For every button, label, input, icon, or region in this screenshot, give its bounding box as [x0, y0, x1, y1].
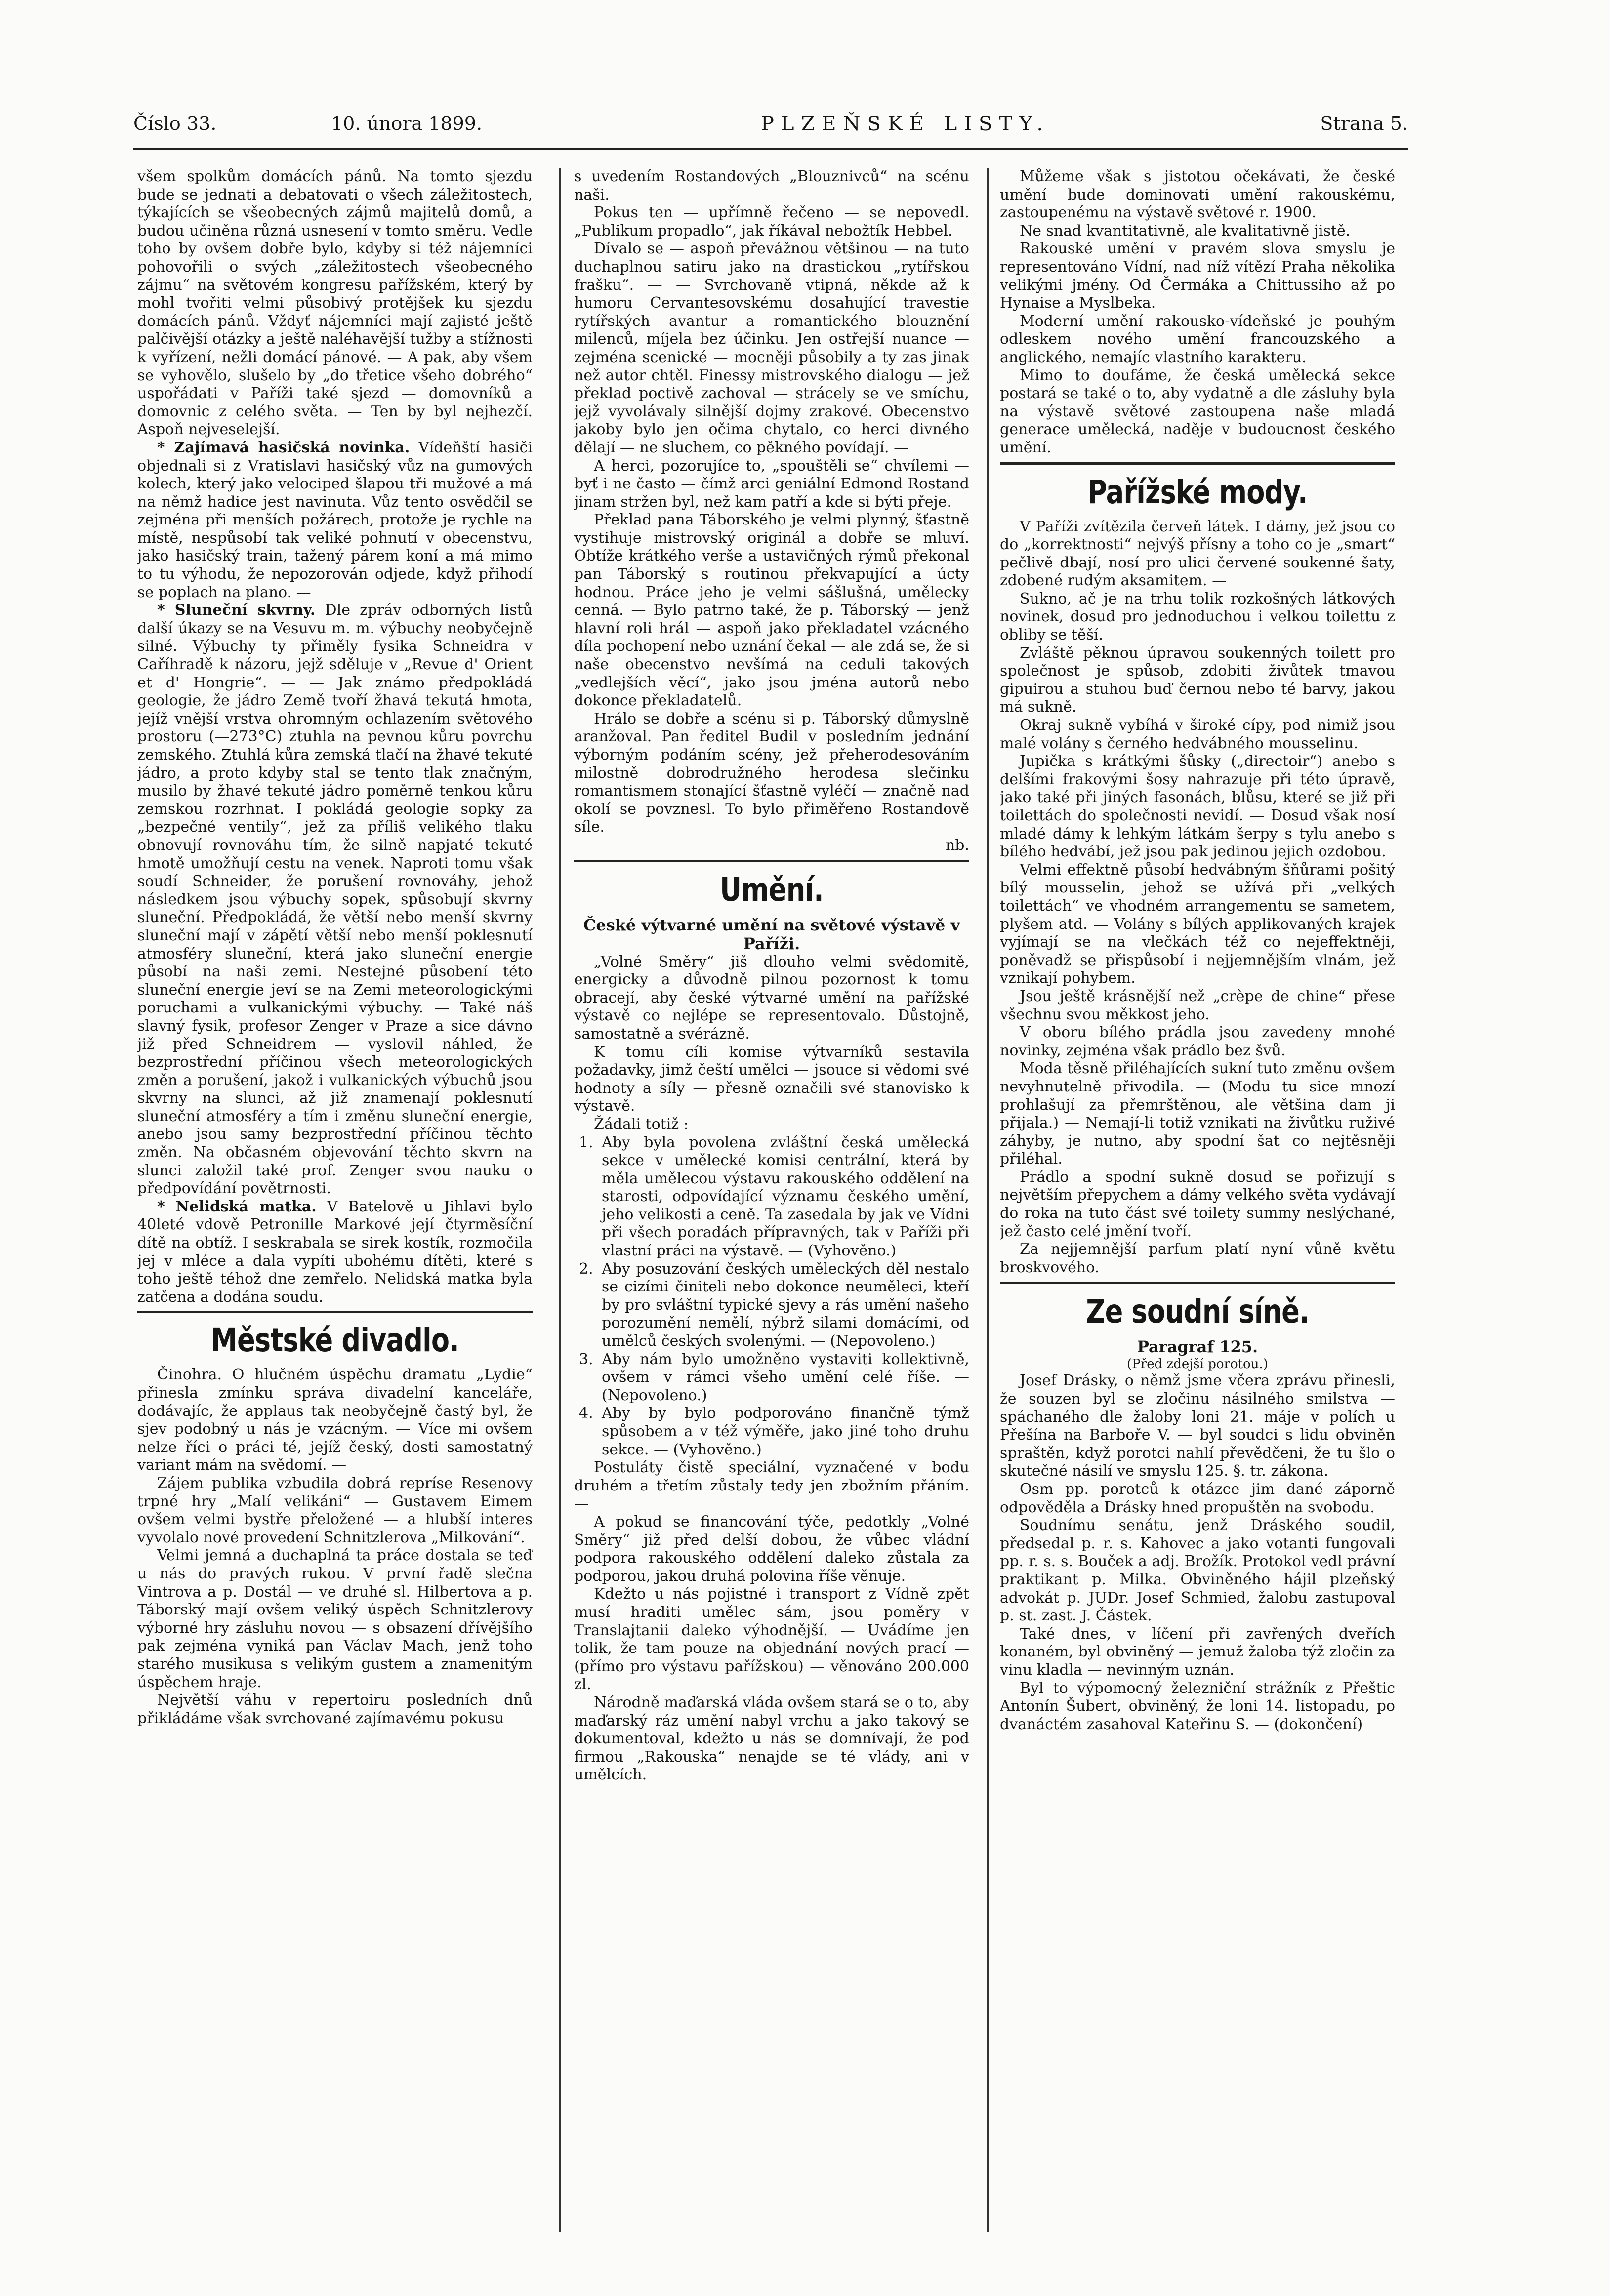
continued-paragraph: všem spolkům domácích pánů. Na tomto sjezdu bude se jednati a debatovati o všech záležitostech, týkajících se všeobecných zájmů majitelů domů, a budou učiněna různá usnesení v tomto směru. Vedle toho by ovšem dobře bylo, kdyby si též nájemníci pohovořili o svých „záležitostech všeobecného zájmu“ na světovém kongresu pařížském, který by mohl tvořiti velmi působivý protějšek ku sjezdu domácích pánů. Vždyť nájemníci mají zajisté ještě palčivější otázky a ještě naléhavější tužby a stížnosti k vyřízení, nežli domácí pánové. — A pak, aby všem se vyhovělo, slušelo by „do třetice všeho dobrého“ uspořádati v Paříži také sjezd — domovníků a domovnic z celého světa. — Ten by byl nejhezčí. Aspoň nejveselejší.: [137, 168, 533, 439]
list-number: 2.: [579, 1260, 593, 1278]
issue-date: 10. února 1899.: [331, 113, 483, 134]
article-paragraph: Josef Drásky, o němž jsme včera zprávu přinesli, že souzen byl se zločinu násilného smilstva — spáchaného dle žaloby loni 21. máje v polích u Přešína na Barboře V. — byl soudci s lidu obviněn spraštěn, když porotci nahlí převědčeni, že tu šlo o skutečné násilí ve smyslu 125. §. tr. zákona.: [1000, 1372, 1395, 1480]
list-item: [574, 1260, 969, 1351]
list-number: 1.: [579, 1133, 593, 1151]
article-subheading: České výtvarné umění na světové výstavě v Paříži.: [583, 915, 960, 953]
author-signature: nb.: [945, 836, 969, 854]
article-paragraph: Národně maďarská vláda ovšem stará se o to, aby maďarský ráz umění nabyl vrchu a jako takový se dokumentoval, kdežto u nás se domnívají, že pod firmou „Rakouska“ nenajde se té vlády, ani v umělcích.: [574, 1693, 969, 1784]
article-paragraph: Osm pp. porotců k otázce jim dané záporně odpověděla a Drásky hned propuštěn na svobodu.: [1000, 1481, 1395, 1516]
news-item: [137, 602, 533, 1198]
article-paragraph: Můžeme však s jistotou očekávati, že české umění bude dominovati umění rakouskému, zastoupenému na výstavě světové r. 1900.: [1000, 168, 1395, 222]
article-paragraph: Velmi effektně působí hedvábným šňůrami pošitý bílý mousselin, jehož se užívá při „velkých toilettách“ ve vhodném arrangementu se sametem, plyšem atd. — Volány s bílých applikovaných krajek vyjímají se na vlečkách též co nejeffektněji, poněvadž se přispůsobí i nejjemnějším vlnám, jež vznikají pohybem.: [1000, 861, 1395, 987]
article-paragraph: A herci, pozorujíce to, „spouštěli se“ chvílemi — byť i ne často — čímž arci geniální Edmond Rostand jinam stržen byl, než kam patří a kde si býti přeje.: [574, 457, 969, 511]
section-heading-court: Ze soudní síně.: [1086, 1292, 1309, 1331]
article-paragraph: Za nejjemnější parfum platí nyní vůně květu broskvového.: [1000, 1241, 1395, 1276]
article-subheading: Paragraf 125.: [1137, 1337, 1258, 1357]
list-item: [574, 1351, 969, 1405]
article-paragraph: Rakouské umění v pravém slova smyslu je representováno Vídní, nad níž vítězí Praha několika velikými jmény. Od Čermáka a Chittussiho až po Hynaise a Myslbeka.: [1000, 240, 1395, 312]
article-paragraph: Pokus ten — upřímně řečeno — se nepovedl. „Publikum propadlo“, jak říkával nebožtík Hebbel.: [574, 204, 969, 240]
article-paragraph: Zvláště pěknou úpravou soukenných toilett pro společnost je spůsob, zdobiti živůtek tmavou gipuirou a stuhou buď černou nebo té barvy, jakou má sukně.: [1000, 644, 1395, 716]
article-paragraph: Soudnímu senátu, jenž Dráského soudil, předsedal p. r. s. Kahovec a jako votanti fungovali pp. r. s. s. Bouček a adj. Brožík. Protokol vedl právní praktikant p. Milka. Obviněného hájil plzeňský advokát p. JUDr. Josef Schmied, žalobu zastupoval p. st. zast. J. Částek.: [1000, 1517, 1395, 1625]
article-paragraph: Zájem publika vzbudila dobrá repríse Resenovy trpné hry „Malí velikáni“ — Gustavem Eimem ovšem velmi bystře přeložené — a hlubší interes vyvolalo nové provedení Schnitzlerova „Milkování“.: [137, 1474, 533, 1546]
column-divider: [559, 168, 561, 2232]
section-rule: [574, 860, 969, 862]
list-text: Aby posuzování českých uměleckých děl nestalo se cizími činiteli nebo dokonce neuměleci, kteří by pro svláštní typické sjevy a rás umění našeho porozumění nemělí, nýbrž silami domácími, od umělců českých svolenými. — (Nepovoleno.): [602, 1260, 969, 1350]
section-heading-art: Umění.: [720, 870, 824, 909]
news-item: [137, 439, 533, 602]
article-subheading-note: (Před zdejší porotou.): [1127, 1357, 1268, 1372]
article-paragraph: Největší váhu v repertoiru posledních dnů přikládáme však svrchované zajímavému pokusu: [137, 1692, 533, 1727]
section-heading-fashion: Pařížské mody.: [1087, 473, 1308, 511]
list-text: Aby by bylo podporováno finančně týmž spůsobem a v též výměře, jako jiné toho druhu sekce. — (Vyhověno.): [602, 1405, 969, 1458]
news-item: [137, 1198, 533, 1307]
list-text: Aby nám bylo umožněno vystaviti kollektivně, ovšem v rámci všeho umění celé říše. — (Nepovoleno.): [602, 1350, 969, 1404]
article-paragraph: Také dnes, v líčení při zavřených dveřích konaném, byl obviněný — jemuž žaloba týž zločin za vinu kladla — nevinným uznán.: [1000, 1625, 1395, 1679]
article-paragraph: Jsou ještě krásnější než „crèpe de chine“ přese všechnu svou měkkost jeho.: [1000, 987, 1395, 1023]
news-item-text: V Batelově u Jihlavi bylo 40leté vdově Petronille Markové její čtyrměsíční dítě na obtíž. I seskrabala se sirek kostík, rozmočila jej v mléce a dala vypíti ubohému dítěti, které s toho ještě téhož dne zemřelo. Nelidská matka byla zatčena a dodána soudu.: [137, 1198, 533, 1306]
column-1: [137, 168, 533, 2232]
news-item-title: * Zajímavá hasičská novinka.: [157, 439, 410, 456]
article-paragraph: Mimo to doufáme, že česká umělecká sekce postará se také o to, aby vydatně a dle zásluhy byla na výstavě světové zastoupena naše mladá generace umělecká, naděje v budoucnost českého umění.: [1000, 366, 1395, 456]
news-item-text: Dle zpráv odborných listů další úkazy se na Vesuvu m. m. výbuchy neobyčejně silné. Výbuchy ty přiměly fysika Schneidra v Caříhradě k názoru, jejž sděluje v „Revue d' Orient et d' Hongrie“. — — Jak známo předpokládá geologie, že jádro Země tvoří žhavá tekutá hmota, jejíž vnější vrstva ohromným ochlazením světového prostoru (—273°C) ztuhla na pevnou kůru povrchu zemského. Ztuhlá kůra zemská tlačí na žhavé tekuté jádro, a proto kdyby stal se tento tlak značným, musilo by žhavé tekuté jádro poměrně tenkou kůru zemskou rozrhnat. I pokládá geologie sopky za „bezpečné ventily“, jež za příliš velikého tlaku obnovují rovnováhu tím, že silně napjaté tekuté hmotě umožňují cestu na venek. Naproti tomu však soudí Schneider, že porušení rovnováhy, jehož následkem jsou výbuchy sopek, spůsobují skvrny sluneční. Předpokládá, že větší nebo menší skvrny sluneční mají v zápětí větší nebo menší poklesnutí atmosféry sluneční, která jako sluneční energie působí na naši zemi. Nestejné působení této sluneční energie jeví se na Zemi meteorologickými poruchami a vulkanickými výbuchy. — Také náš slavný fysik, profesor Zenger v Praze a sice dávno již před Schneidrem — vyslovil náhled, že bezprostřední příčinou všech meteorologických změn a porušení, jakož i vulkanických výbuchů jsou skvrny na slunci, až již znamenají poklesnutí sluneční atmosféry a tím i změnu sluneční energie, anebo jsou samy bezprostřední příčinou těchto změn. Na občasném objevování těchto skvrn na slunci založil také prof. Zenger svou nauku o předpovídání povětrnosti.: [137, 602, 533, 1198]
list-text: Aby byla povolena zvláštní česká umělecká sekce v umělecké komisi centrální, která by měla umělecou výstavu rakouského oddělení na starosti, odpovídající významu českého umění, jeho velikosti a ceně. Ta zasedala by jak ve Vídni při všech poradách přípravných, tak v Paříži při vlastní práci na výstavě. — (Vyhověno.): [602, 1133, 969, 1260]
news-item-title: * Sluneční skvrny.: [157, 602, 316, 619]
article-paragraph: A pokud se financování týče, pedotkly „Volné Směry“ již před delší dobou, že vůbec vládní podpora rakouského oddělení daleko zůstala za podporou, jakou druhá polovina říše věnuje.: [574, 1513, 969, 1585]
list-item: [574, 1134, 969, 1260]
article-paragraph: „Volné Směry“ jiš dlouho velmi svědomitě, energicky a důvodně pilnou pozornost k tomu obracejí, aby české výtvarné umění na pařížské výstavě co nejlépe se representovalo. Důstojně, samostatně a svérázně.: [574, 953, 969, 1043]
article-paragraph: Okraj sukně vybíhá v široké cípy, pod nimiž jsou malé volány s černého hedvábného mousselinu.: [1000, 717, 1395, 752]
column-divider: [987, 168, 989, 2232]
section-heading-theatre: Městské divadlo.: [211, 1321, 459, 1360]
news-item-title: * Nelidská matka.: [157, 1198, 317, 1215]
header-rule: [133, 148, 1408, 150]
article-paragraph: Činohra. O hlučném úspěchu dramatu „Lydie“ přinesla zmínku správa divadelní kanceláře, dodávajíc, že applaus tak neobyčejně častý byl, že sjev podobný u nás je vzácným. — Více mi ovšem nelze říci o práci té, jejíž český, dosti samostatný variant mám na svědomí. —: [137, 1366, 533, 1474]
column-2: [574, 168, 969, 2232]
article-paragraph: Kdežto u nás pojistné i transport z Vídně zpět musí hraditi umělec sám, jsou poměry v Translajtanii daleko výhodnější. — Uvádíme jen tolik, že tam pouze na objednání nových prací — (přímo pro výstavu pařížskou) — věnováno 200.000 zl.: [574, 1585, 969, 1693]
column-3: [1000, 168, 1395, 2232]
section-rule: [1000, 462, 1395, 465]
article-paragraph: Dívalo se — aspoň převážnou většinou — na tuto duchaplnou satiru jako na drastickou „rytířskou frašku“. — — Svrchovaně vtipná, někde až k humoru Cervantesovskému dosahující travestie rytířských avantur a romantického blouznění milenců, míjela bez účinku. Jen ostřejší nuance — zejména scenické — mocněji působily a ty zas jinak než autor chtěl. Finessy mistrovského dialogu — jež překlad poctivě zachoval — strácely se ve smíchu, jejž vyvolávaly silnější dojmy zrakové. Obecenstvo jakoby bylo jen očima chytalo, co herci divného dělají — ne sluchem, co pěkného povídají. —: [574, 240, 969, 456]
list-number: 3.: [579, 1350, 593, 1368]
article-paragraph: Postuláty čistě speciální, vyznačené v bodu druhém a třetím zůstaly tedy jen zbožním přáním. —: [574, 1459, 969, 1513]
article-paragraph: Ne snad kvantitativně, ale kvalitativně jistě.: [1020, 222, 1351, 240]
article-paragraph: Jupička s krátkými šůsky („directoir“) anebo s delšími frakovými šosy nahrazuje při této úpravě, jako také při jiných fasonách, blůsu, které se již při toilettách do společnosti nevidí. — Dosud však nosí mladé dámy k lehkým látkám šerpy s tylu anebo s bílého hedvábí, jež jsou pak jedinou jejich ozdobou.: [1000, 753, 1395, 861]
list-item: [574, 1405, 969, 1459]
page-number: Strana 5.: [1320, 113, 1408, 134]
article-paragraph: Překlad pana Táborského je velmi plynný, šťastně vystihuje mistrovský originál a dobře se mluví. Obtíže krátkého verše a ustavičných rýmů překonal pan Táborský s routinou překvapující a úcty hodnou. Práce jeho je velmi sášlušná, umělecky cenná. — Bylo patrno také, že p. Táborský — jenž hlavní roli hrál — aspoň jako překladatel vzácného díla pochopení nebo uznání čekal — ale zdá se, že si naše obecenstvo nevšímá na ceduli takových „vedlejších věcí“, jako jsou jména autorů nebo dokonce překladatelů.: [574, 511, 969, 710]
article-paragraph: Žádali totiž :: [594, 1115, 689, 1133]
news-item-text: Vídeňští hasiči objednali si z Vratislavi hasičský vůz na gumových kolech, který jako velociped šlapou tři mužové a má na němž hadice jest navinuta. Vůz tento osvědčil se zejména při menších požárech, protože je rychle na místě, nespůsobí tak veliké pohnutí v obecenstvu, jako hasičský train, tažený párem koní a má mimo to tu výhodu, že nepozorován odjede, když přihodí se poplach na plano. —: [137, 439, 533, 601]
article-paragraph: Byl to výpomocný železniční strážník z Přeštic Antonín Šubert, obviněný, že loni 14. listopadu, po dvanáctém zasahoval Kateřinu S. — (dokončení): [1000, 1679, 1395, 1733]
article-paragraph: V Paříži zvítězila červeň látek. I dámy, jež jsou co do „korrektnosti“ nejvýš přísny a toho co je „smart“ pečlivě dbají, nosí pro ulici červené soukenné šaty, zdobené rudým aksamitem. —: [1000, 518, 1395, 590]
article-paragraph: V oboru bílého prádla jsou zavedeny mnohé novinky, zejména však prádlo bez švů.: [1000, 1024, 1395, 1059]
article-paragraph: Moderní umění rakousko-vídeňské je pouhým odleskem nového umění francouzského a anglického, nemajíc vlastního karakteru.: [1000, 312, 1395, 366]
article-paragraph: Prádlo a spodní sukně dosud se pořizují s největším přepychem a dámy velkého světa vydávají do roka na tuto část své toilety summy neslýchané, jež často celé jmění tvoří.: [1000, 1168, 1395, 1240]
masthead-title: PLZEŇSKÉ LISTY.: [761, 113, 1050, 135]
article-paragraph: K tomu cíli komise výtvarníků sestavila požadavky, jimž čeští umělci — jsouce si vědomi své hodnoty a síly — přesně označili své stanovisko k výstavě.: [574, 1043, 969, 1115]
article-paragraph: s uvedením Rostandových „Blouznivců“ na scénu naši.: [574, 168, 969, 203]
article-paragraph: Moda těsně přiléhajících sukní tuto změnu ovšem nevyhnutelně přivodila. — (Modu tu sice mnozí prohlašují za přemrštěnou, ale většina dam ji přijala.) — Nemají-li totiž vznikati na živůtku ruživé záhyby, je nutno, aby spodní šat co nejtěsněji přiléhal.: [1000, 1060, 1395, 1168]
article-paragraph: Sukno, ač je na trhu tolik rozkošných látkových novinek, dosud pro jednoduchou i velkou toilettu z obliby se těší.: [1000, 590, 1395, 644]
section-rule: [1000, 1282, 1395, 1284]
article-paragraph: Hrálo se dobře a scénu si p. Táborský důmyslně aranžoval. Pan ředitel Budil v posledním jednání výborným podáním scény, jež přeherodesováním milostně dobrodružného herodesa slečinku romantismem stonající šťastně vyléčí — značně nad okolí se povznesl. To bylo přiměřeno Rostandově síle.: [574, 710, 969, 836]
page-header: [133, 113, 1408, 142]
article-paragraph: Velmi jemná a duchaplná ta práce dostala se teď u nás do pravých rukou. V první řadě slečna Vintrova a p. Dostál — ve druhé sl. Hilbertova a p. Táborský mají ovšem veliký úspěch Schnitzlerovy výborné hry zásluhu novou — s obsazení dřívějšího pak zejména vyniká pan Václav Mach, jenž toho starého musikusa s velikým gustem a znamenitým úspěchem hraje.: [137, 1547, 533, 1691]
section-rule: [137, 1311, 533, 1313]
issue-number: Číslo 33.: [133, 113, 217, 134]
list-number: 4.: [579, 1405, 593, 1422]
